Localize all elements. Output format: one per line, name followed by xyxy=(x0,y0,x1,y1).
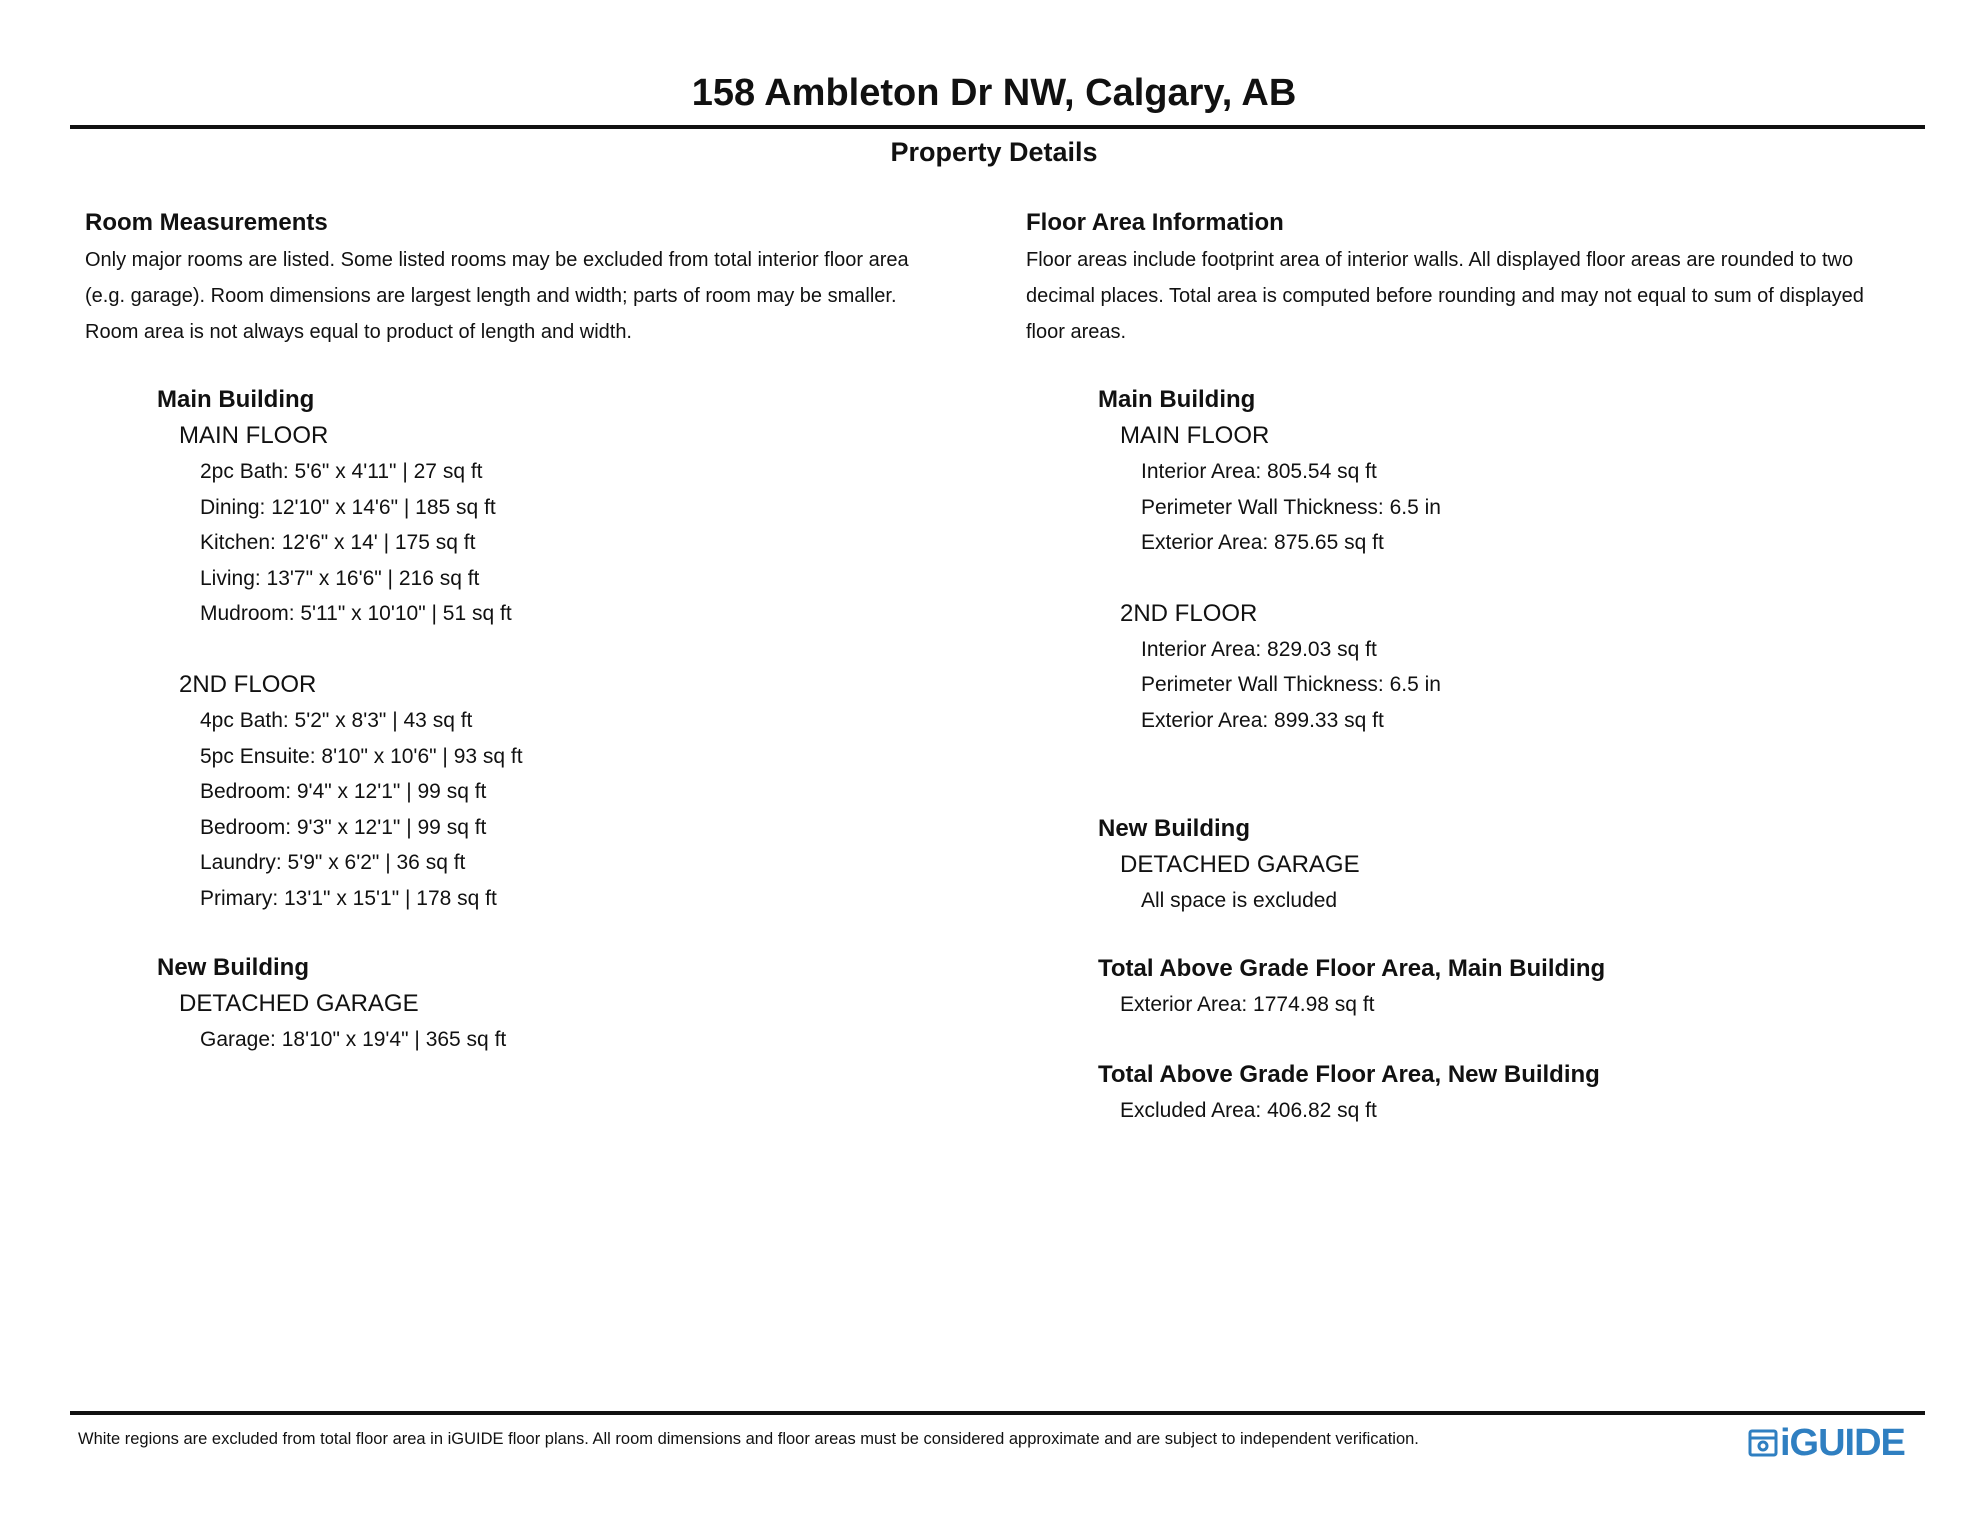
note-line: decimal places. Total area is computed before rounding and may not equal to sum of displayed xyxy=(1026,285,1864,307)
room-measurements-note xyxy=(85,242,985,350)
area-item: Perimeter Wall Thickness: 6.5 in xyxy=(1141,673,1441,697)
area-main-building xyxy=(1098,382,1931,739)
area-item: Interior Area: 829.03 sq ft xyxy=(1141,637,1377,661)
area-item: All space is excluded xyxy=(1141,888,1338,912)
note-line: (e.g. garage). Room dimensions are largest length and width; parts of room may be smaller. xyxy=(85,285,897,307)
room-item: 5pc Ensuite: 8'10" x 10'6" | 93 sq ft xyxy=(200,744,523,768)
total-main-building xyxy=(1098,951,1931,1023)
total-heading: Total Above Grade Floor Area, Main Building xyxy=(1098,955,1606,983)
area-item: Exterior Area: 875.65 sq ft xyxy=(1141,531,1384,555)
header-divider xyxy=(70,125,1925,129)
total-heading: Total Above Grade Floor Area, New Building xyxy=(1098,1060,1600,1088)
area-item: Interior Area: 805.54 sq ft xyxy=(1141,460,1377,483)
floor-heading: 2ND FLOOR xyxy=(179,670,317,698)
room-measurements-section xyxy=(85,206,985,1057)
room-item: Primary: 13'1" x 15'1" | 178 sq ft xyxy=(200,886,497,910)
room-measurements-title: Room Measurements xyxy=(85,209,328,236)
total-new-building xyxy=(1098,1057,1931,1129)
floor-heading: DETACHED GARAGE xyxy=(179,989,419,1017)
room-item: Mudroom: 5'11" x 10'10" | 51 sq ft xyxy=(200,602,512,626)
note-line: Floor areas include footprint area of interior walls. All displayed floor areas are rounded to two xyxy=(1026,249,1854,271)
room-item: Dining: 12'10" x 14'6" | 185 sq ft xyxy=(200,495,496,519)
floor-area-title: Floor Area Information xyxy=(1026,209,1284,236)
building-heading: Main Building xyxy=(157,386,315,413)
room-item: Garage: 18'10" x 19'4" | 365 sq ft xyxy=(200,1027,507,1051)
area-new-building xyxy=(1098,811,1931,919)
footer-divider xyxy=(70,1411,1925,1415)
room-item: Bedroom: 9'4" x 12'1" | 99 sq ft xyxy=(200,780,487,804)
building-heading: New Building xyxy=(1098,814,1250,842)
note-line: Room area is not always equal to product of length and width. xyxy=(85,321,632,343)
rooms-new-building xyxy=(157,950,985,1058)
floor-heading: 2ND FLOOR xyxy=(1120,599,1258,627)
floor-area-section xyxy=(1026,206,1931,1128)
rooms-main-building xyxy=(157,382,985,917)
room-item: Laundry: 5'9" x 6'2" | 36 sq ft xyxy=(200,851,466,875)
room-item: 4pc Bath: 5'2" x 8'3" | 43 sq ft xyxy=(200,708,473,732)
page-title: 158 Ambleton Dr NW, Calgary, AB xyxy=(691,72,1297,114)
total-value: Excluded Area: 406.82 sq ft xyxy=(1120,1098,1377,1122)
page-subtitle: Property Details xyxy=(890,137,1098,167)
footer-disclaimer: White regions are excluded from total floor area in iGUIDE floor plans. All room dimensions and floor areas must be considered approximate and are subject to independent verification. xyxy=(78,1430,1419,1448)
floor-heading: MAIN FLOOR xyxy=(1120,422,1270,449)
building-heading: Main Building xyxy=(1098,386,1256,413)
note-line: floor areas. xyxy=(1026,321,1127,343)
iguide-logo-icon xyxy=(1748,1428,1778,1458)
floor-area-note xyxy=(1026,242,1931,350)
iguide-logo-text: iGUIDE xyxy=(1780,1422,1905,1464)
building-heading: New Building xyxy=(157,953,309,981)
room-item: Living: 13'7" x 16'6" | 216 sq ft xyxy=(200,566,480,590)
floor-heading: DETACHED GARAGE xyxy=(1120,850,1360,878)
room-item: Bedroom: 9'3" x 12'1" | 99 sq ft xyxy=(200,815,487,839)
iguide-logo xyxy=(1748,1420,1905,1466)
total-value: Exterior Area: 1774.98 sq ft xyxy=(1120,993,1375,1017)
area-item: Perimeter Wall Thickness: 6.5 in xyxy=(1141,495,1441,519)
note-line: Only major rooms are listed. Some listed rooms may be excluded from total interior floor area xyxy=(85,249,909,271)
room-item: 2pc Bath: 5'6" x 4'11" | 27 sq ft xyxy=(200,460,483,483)
area-item: Exterior Area: 899.33 sq ft xyxy=(1141,708,1384,732)
floor-heading: MAIN FLOOR xyxy=(179,422,329,449)
room-item: Kitchen: 12'6" x 14' | 175 sq ft xyxy=(200,531,476,555)
